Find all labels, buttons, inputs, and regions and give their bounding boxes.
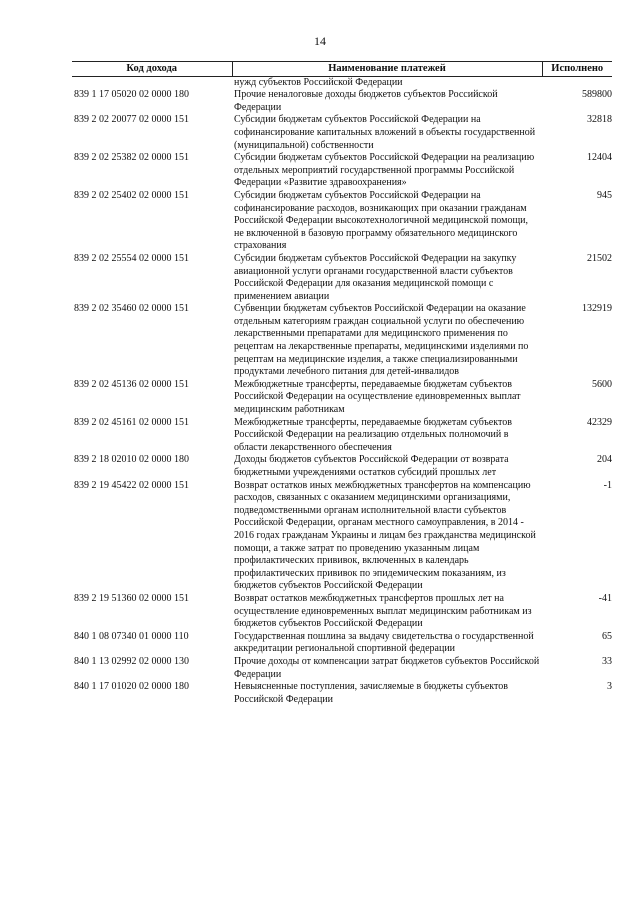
header-amount: Исполнено: [542, 62, 612, 77]
executed-amount: 3: [607, 681, 612, 693]
executed-amount: [542, 76, 612, 89]
executed-amount: 204: [597, 454, 612, 466]
executed-amount: -1: [603, 479, 612, 491]
payment-name: Субвенции бюджетам субъектов Российской Федерации на оказание отдельным категориям граждан социальной услуги по обеспечению лекарственными препаратами для медицинского применения по рецептам на лекарственные препараты, медицинскими изделиями по рецептам на медицинские изделия, а также специализированными продуктами лечебного питания для детей-инвалидов: [234, 303, 529, 378]
revenue-code: 839 2 02 25402 02 0000 151: [74, 189, 189, 201]
table-row: [72, 631, 612, 656]
executed-amount: 21502: [587, 252, 612, 264]
table-row: [72, 656, 612, 681]
payment-name: Субсидии бюджетам субъектов Российской Федерации на софинансирование капитальных вложений в объекты государственной (муниципальной) собственности: [234, 114, 536, 151]
revenue-code: 839 2 19 51360 02 0000 151: [74, 592, 189, 604]
payment-name: Субсидии бюджетам субъектов Российской Федерации на реализацию отдельных мероприятий государственной программы Российской Федерации «Развитие здравоохранения»: [234, 152, 535, 189]
table-header: [72, 62, 612, 77]
executed-amount: 42329: [587, 416, 612, 428]
table-row: [72, 681, 612, 706]
payment-name: Возврат остатков межбюджетных трансфертов прошлых лет на осуществление единовременных выплат медицинским работникам из бюджетов субъектов Российской Федерации: [234, 592, 532, 630]
table-row: [72, 454, 612, 479]
revenue-code: 839 2 02 45136 02 0000 151: [74, 378, 189, 390]
table-row: [72, 190, 612, 253]
table-row: [72, 480, 612, 593]
revenue-code: 839 1 17 05020 02 0000 180: [74, 89, 189, 101]
payment-name: нужд субъектов Российской Федерации: [234, 76, 403, 88]
revenue-code: 839 2 18 02010 02 0000 180: [74, 454, 189, 466]
page-number: 14: [314, 34, 326, 48]
revenue-code: 839 2 02 25382 02 0000 151: [74, 152, 189, 164]
table-row: [72, 593, 612, 631]
payment-name: Возврат остатков иных межбюджетных трансфертов на компенсацию расходов, связанных с оказанием медицинскими организациями, подведомственными органам исполнительной власти субъектов Российской Федерации, органам местного самоуправления, в 2014 - 2016 годах гражданам Украины и лицам без гражданства медицинской помощи, а также затрат по проведению указанным лицам профилактических прививок, включенных в календарь профилактических прививок по эпидемическим показаниям, из бюджетов субъектов Российской Федерации: [234, 479, 536, 592]
table-row: [72, 114, 612, 152]
payment-name: Субсидии бюджетам субъектов Российской Федерации на софинансирование расходов, возникающих при оказании гражданам Российской Федерации высокотехнологичной медицинской помощи, не включенной в базовую программу обязательного медицинского страхования: [234, 189, 528, 252]
table-row: [72, 417, 612, 455]
revenue-code: [72, 76, 232, 89]
table-row: [72, 379, 612, 417]
executed-amount: 33: [602, 655, 612, 667]
executed-amount: 32818: [587, 114, 612, 126]
payment-name: Субсидии бюджетам субъектов Российской Федерации на закупку авиационной услуги органами государственной власти субъектов Российской Федерации для оказания медицинской помощи с применением авиации: [234, 252, 517, 302]
table-row: [72, 152, 612, 190]
executed-amount: 12404: [587, 152, 612, 164]
payment-name: Государственная пошлина за выдачу свидетельства о государственной аккредитации региональной спортивной федерации: [234, 630, 534, 655]
revenue-table: [72, 61, 612, 706]
executed-amount: 5600: [592, 378, 612, 390]
payment-name: Межбюджетные трансферты, передаваемые бюджетам субъектов Российской Федерации на осуществление единовременных выплат медицинским работникам: [234, 378, 521, 416]
revenue-code: 840 1 13 02992 02 0000 130: [74, 655, 189, 667]
executed-amount: 589800: [582, 89, 612, 101]
revenue-code: 839 2 02 20077 02 0000 151: [74, 114, 189, 126]
revenue-code: 839 2 02 35460 02 0000 151: [74, 303, 189, 315]
executed-amount: 132919: [582, 303, 612, 315]
revenue-code: 840 1 08 07340 01 0000 110: [74, 630, 189, 642]
revenue-code: 839 2 02 45161 02 0000 151: [74, 416, 189, 428]
revenue-code: 839 2 19 45422 02 0000 151: [74, 479, 189, 491]
revenue-code: 840 1 17 01020 02 0000 180: [74, 681, 189, 693]
executed-amount: -41: [598, 592, 612, 604]
table-row: [72, 76, 612, 89]
executed-amount: 65: [602, 630, 612, 642]
revenue-code: 839 2 02 25554 02 0000 151: [74, 252, 189, 264]
table-row: [72, 303, 612, 379]
table-body: [72, 76, 612, 706]
header-code: Код дохода: [72, 62, 232, 77]
payment-name: Прочие доходы от компенсации затрат бюджетов субъектов Российской Федерации: [234, 655, 540, 680]
payment-name: Прочие неналоговые доходы бюджетов субъектов Российской Федерации: [234, 89, 498, 113]
header-name: Наименование платежей: [232, 62, 542, 77]
payment-name: Доходы бюджетов субъектов Российской Федерации от возврата бюджетными учреждениями остатков субсидий прошлых лет: [234, 454, 509, 478]
payment-name: Невыясненные поступления, зачисляемые в бюджеты субъектов Российской Федерации: [234, 681, 508, 705]
table-row: [72, 89, 612, 114]
table-row: [72, 253, 612, 303]
payment-name: Межбюджетные трансферты, передаваемые бюджетам субъектов Российской Федерации на реализацию отдельных полномочий в области лекарственного обеспечения: [234, 416, 512, 453]
executed-amount: 945: [597, 189, 612, 201]
